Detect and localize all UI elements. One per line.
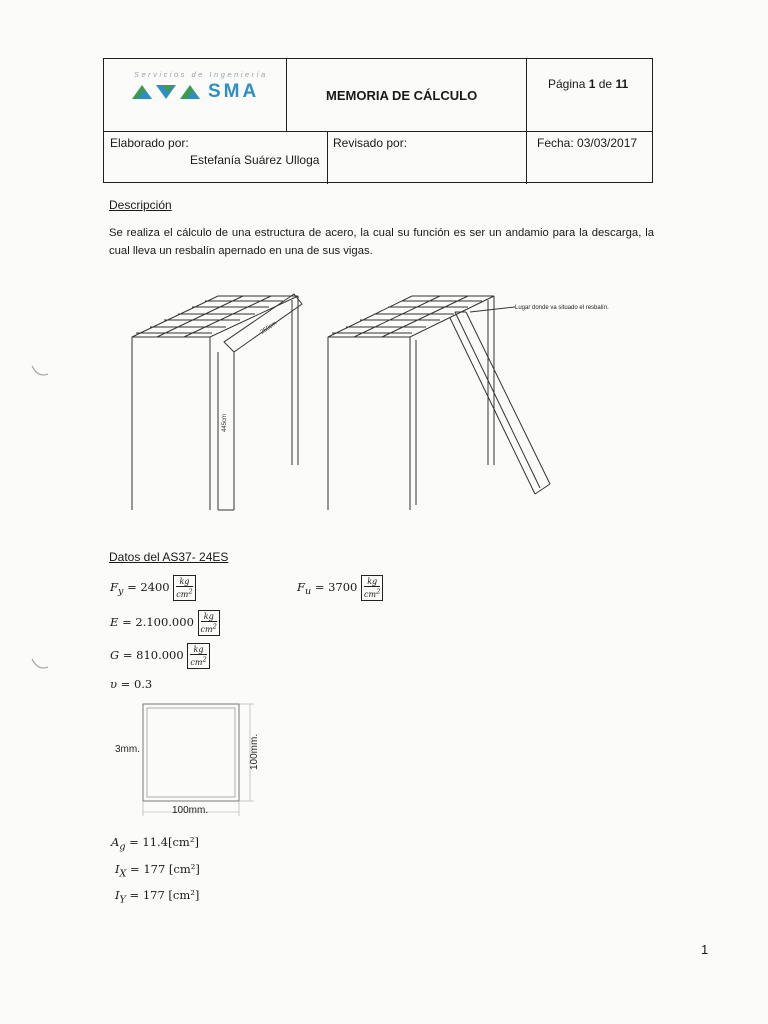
descripcion-text: Se realiza el cálculo de una estructura de acero, la cual su función es ser un andamio para la descarga, la cual lleva un resbalín apernado en una de sus vigas. xyxy=(109,227,654,257)
width-dimension-label: 250cm xyxy=(259,320,279,336)
margin-mark xyxy=(28,362,52,382)
elaborado-name: Estefanía Suárez Ulloga xyxy=(190,153,320,167)
page-indicator: Página 1 de 11 xyxy=(548,77,629,91)
formula-fy: $F_y = 2400$ $\frac{kg}{cm^2}$ xyxy=(110,575,196,601)
formula-e: E = 2.100.000 $\frac{kg}{cm^2}$ xyxy=(110,610,220,636)
section-width-label: 100mm. xyxy=(172,805,209,816)
thickness-label: 3mm. xyxy=(115,744,140,755)
datos-heading: Datos del AS37- 24ES xyxy=(109,550,229,564)
logo-text: SMA xyxy=(208,81,260,102)
formula-nu: υ = 0.3 xyxy=(110,677,153,691)
elaborado-label: Elaborado por: xyxy=(110,136,189,150)
section-height-label: 100mm. xyxy=(249,733,260,770)
page-number: 1 xyxy=(701,942,709,957)
revisado-label: Revisado por: xyxy=(333,136,408,150)
fecha-label: Fecha: 03/03/2017 xyxy=(537,136,638,150)
formula-iy: $I_Y = 177$ [cm²] xyxy=(115,888,200,906)
slide-annotation: Lugar donde va situado el resbalín. xyxy=(515,305,609,311)
height-dimension-label: 445cm xyxy=(222,413,228,432)
formula-ag: $A_g = 11.4[cm^2]$ xyxy=(111,835,199,853)
logo-tagline: Servicios de Ingeniería xyxy=(134,70,268,79)
formula-g: G = 810.000 $\frac{kg}{cm^2}$ xyxy=(110,643,210,669)
margin-mark xyxy=(28,655,52,675)
document-title: MEMORIA DE CÁLCULO xyxy=(326,88,478,103)
formula-ix: $I_X = 177$ [cm²] xyxy=(115,862,200,880)
formula-fu: $F_u = 3700$ $\frac{kg}{cm^2}$ xyxy=(297,575,383,601)
descripcion-heading: Descripción xyxy=(109,198,172,212)
